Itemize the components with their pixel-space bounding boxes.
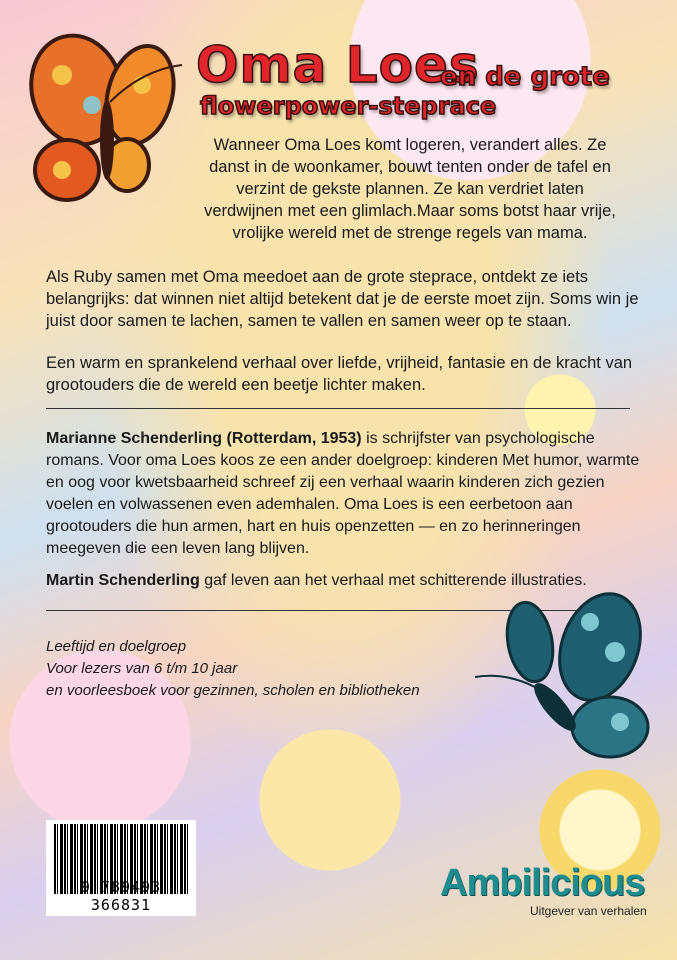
title-sub-2: flowerpower-steprace: [200, 92, 497, 120]
title-sub-1: en de grote: [440, 62, 610, 92]
publisher-tagline: Uitgever van verhalen: [530, 904, 647, 918]
blue-butterfly-illustration: [470, 592, 665, 772]
blurb-paragraph-3: Een warm en sprankelend verhaal over liefde, vrijheid, fantasie en de kracht van grootouders die de wereld een beetje lichter maken.: [46, 354, 633, 394]
divider: [46, 408, 630, 409]
illustrator-text: gaf leven aan het verhaal met schitterende illustraties.: [199, 572, 587, 589]
publisher-logo: Ambilicious: [440, 862, 645, 904]
author-name: Marianne Schenderling (Rotterdam, 1953): [46, 430, 362, 447]
illustrator-credit: [46, 570, 646, 592]
blurb-paragraph-1: Wanneer Oma Loes komt logeren, verandert alles. Ze danst in de woonkamer, bouwt tenten onder de tafel en verzint de gekste plannen. Ze kan verdriet laten verdwijnen met een glimlach.Maar soms botst haar vrije, vrolijke wereld met de strenge regels van mama.: [204, 136, 616, 242]
audience-info: [46, 636, 466, 702]
audience-line-1: Voor lezers van 6 t/m 10 jaar: [46, 660, 238, 677]
blurb-paragraph-2: Als Ruby samen met Oma meedoet aan de grote steprace, ontdekt ze iets belangrijks: dat winnen niet altijd betekent dat je de eerste moet zijn. Soms win je juist door samen te lachen, samen te vallen en samen weer op te staan.: [46, 268, 639, 330]
isbn-number: 9 789493 366831: [80, 878, 162, 914]
author-bio-text: is schrijfster van psychologische romans. Voor oma Loes koos ze een ander doelgroep: kinderen Met humor, warmte en oog voor kwetsbaarheid schreef zij een verhaal waarin kinderen zich gezien voelen en volwassenen even ademhalen. Oma Loes is een eerbetoon aan grootouders die hun armen, hart en huis openzetten — en zo herinneringen meegeven die een leven lang blijven.: [46, 430, 640, 557]
audience-heading: Leeftijd en doelgroep: [46, 638, 187, 655]
title-main: Oma Loes: [196, 36, 480, 94]
audience-line-2: en voorleesboek voor gezinnen, scholen en bibliotheken: [46, 682, 420, 699]
isbn-barcode: [46, 820, 196, 916]
author-bio: [46, 428, 646, 560]
orange-butterfly-illustration: [22, 30, 192, 220]
illustrator-name: Martin Schenderling: [46, 572, 200, 589]
